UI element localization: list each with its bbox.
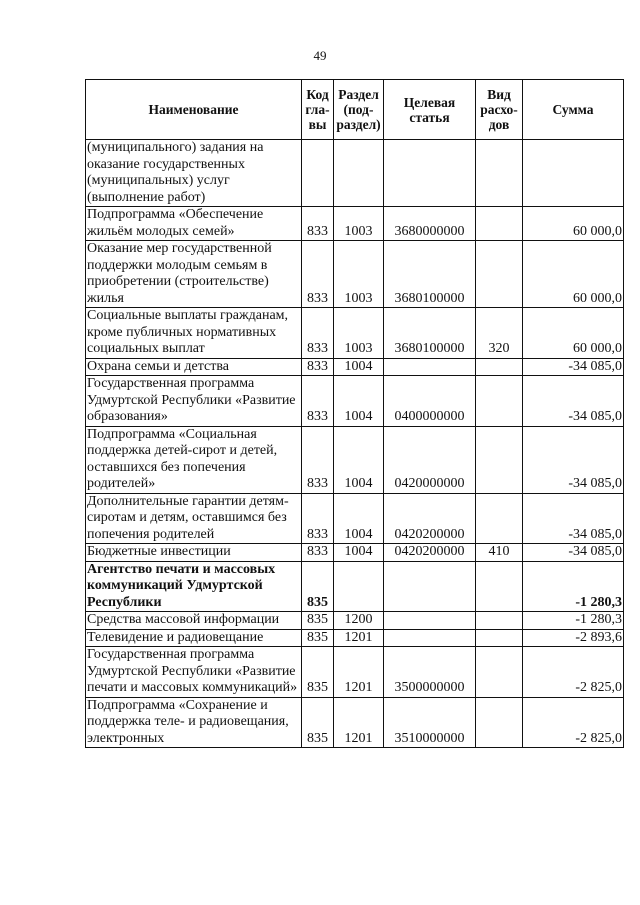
cell-name: Оказание мер государственной поддержки молодым семьям в приобретении (строительстве) жилья (86, 241, 302, 308)
cell-name: Подпрограмма «Обеспечение жильём молодых семей» (86, 207, 302, 241)
cell-target (384, 629, 476, 647)
cell-section: 1003 (334, 241, 384, 308)
table-row (86, 241, 624, 308)
budget-table (85, 79, 624, 748)
cell-target: 0420000000 (384, 426, 476, 493)
table-row (86, 358, 624, 376)
cell-chapter: 833 (302, 376, 334, 427)
cell-target: 0400000000 (384, 376, 476, 427)
cell-type (476, 561, 523, 612)
table-row (86, 493, 624, 544)
cell-chapter: 833 (302, 207, 334, 241)
page-number: 49 (313, 48, 327, 63)
header-name: Наименование (86, 80, 302, 140)
cell-section (334, 561, 384, 612)
cell-name: Подпрограмма «Сохранение и поддержка теле- и радиовещания, электронных (86, 697, 302, 748)
cell-section: 1201 (334, 647, 384, 698)
table-row (86, 612, 624, 630)
cell-type (476, 629, 523, 647)
cell-target: 3680100000 (384, 241, 476, 308)
cell-chapter: 835 (302, 612, 334, 630)
cell-section: 1003 (334, 207, 384, 241)
cell-target (384, 561, 476, 612)
cell-section (334, 140, 384, 207)
cell-target: 3680100000 (384, 308, 476, 359)
table-row (86, 308, 624, 359)
cell-type (476, 241, 523, 308)
cell-sum: -2 825,0 (523, 647, 624, 698)
cell-type (476, 426, 523, 493)
cell-sum: 60 000,0 (523, 308, 624, 359)
cell-section: 1004 (334, 358, 384, 376)
cell-sum: 60 000,0 (523, 207, 624, 241)
table-row (86, 207, 624, 241)
header-target-article: Целевая статья (384, 80, 476, 140)
cell-section: 1201 (334, 629, 384, 647)
cell-type (476, 493, 523, 544)
cell-section: 1004 (334, 376, 384, 427)
cell-section: 1004 (334, 426, 384, 493)
cell-sum: -2 893,6 (523, 629, 624, 647)
cell-type: 410 (476, 544, 523, 562)
cell-target: 0420200000 (384, 493, 476, 544)
cell-target: 0420200000 (384, 544, 476, 562)
cell-sum: -1 280,3 (523, 612, 624, 630)
cell-sum (523, 140, 624, 207)
cell-chapter: 833 (302, 544, 334, 562)
cell-section: 1004 (334, 544, 384, 562)
cell-name: Агентство печати и массовых коммуникаций Удмуртской Республики (86, 561, 302, 612)
cell-type (476, 140, 523, 207)
cell-type (476, 697, 523, 748)
table-row (86, 544, 624, 562)
cell-chapter: 835 (302, 561, 334, 612)
cell-type (476, 207, 523, 241)
cell-target (384, 140, 476, 207)
cell-sum: -34 085,0 (523, 493, 624, 544)
cell-name: Средства массовой информации (86, 612, 302, 630)
cell-chapter: 833 (302, 426, 334, 493)
table-row (86, 647, 624, 698)
cell-type (476, 358, 523, 376)
cell-chapter: 835 (302, 629, 334, 647)
cell-sum: -34 085,0 (523, 544, 624, 562)
header-expense-type: Вид расхо-дов (476, 80, 523, 140)
cell-type (476, 647, 523, 698)
cell-target (384, 612, 476, 630)
table-row (86, 561, 624, 612)
table-row (86, 140, 624, 207)
header-sum: Сумма (523, 80, 624, 140)
cell-chapter: 833 (302, 241, 334, 308)
cell-type (476, 376, 523, 427)
cell-name: Охрана семьи и детства (86, 358, 302, 376)
cell-section: 1201 (334, 697, 384, 748)
cell-chapter: 833 (302, 308, 334, 359)
cell-chapter: 835 (302, 697, 334, 748)
table-row (86, 629, 624, 647)
cell-sum: -1 280,3 (523, 561, 624, 612)
cell-section: 1200 (334, 612, 384, 630)
table-row (86, 426, 624, 493)
cell-name: Подпрограмма «Социальная поддержка детей-сирот и детей, оставшихся без попечения родителей» (86, 426, 302, 493)
cell-sum: 60 000,0 (523, 241, 624, 308)
cell-target: 3500000000 (384, 647, 476, 698)
cell-target (384, 358, 476, 376)
cell-sum: -34 085,0 (523, 358, 624, 376)
cell-sum: -2 825,0 (523, 697, 624, 748)
cell-section: 1004 (334, 493, 384, 544)
cell-name: Государственная программа Удмуртской Республики «Развитие образования» (86, 376, 302, 427)
cell-chapter (302, 140, 334, 207)
cell-chapter: 833 (302, 358, 334, 376)
cell-name: Бюджетные инвестиции (86, 544, 302, 562)
cell-name: (муниципального) задания на оказание государственных (муниципальных) услуг (выполнение работ) (86, 140, 302, 207)
table-row (86, 697, 624, 748)
cell-name: Государственная программа Удмуртской Республики «Развитие печати и массовых коммуникаций» (86, 647, 302, 698)
table-body (86, 140, 624, 748)
cell-name: Дополнительные гарантии детям-сиротам и детям, оставшимся без попечения родителей (86, 493, 302, 544)
cell-target: 3510000000 (384, 697, 476, 748)
cell-sum: -34 085,0 (523, 426, 624, 493)
cell-type (476, 612, 523, 630)
cell-chapter: 835 (302, 647, 334, 698)
cell-sum: -34 085,0 (523, 376, 624, 427)
cell-target: 3680000000 (384, 207, 476, 241)
table-header-row (86, 80, 624, 140)
table-row (86, 376, 624, 427)
header-section: Раздел (под-раздел) (334, 80, 384, 140)
cell-name: Телевидение и радиовещание (86, 629, 302, 647)
cell-chapter: 833 (302, 493, 334, 544)
cell-name: Социальные выплаты гражданам, кроме публичных нормативных социальных выплат (86, 308, 302, 359)
cell-section: 1003 (334, 308, 384, 359)
header-chapter-code: Код гла-вы (302, 80, 334, 140)
cell-type: 320 (476, 308, 523, 359)
